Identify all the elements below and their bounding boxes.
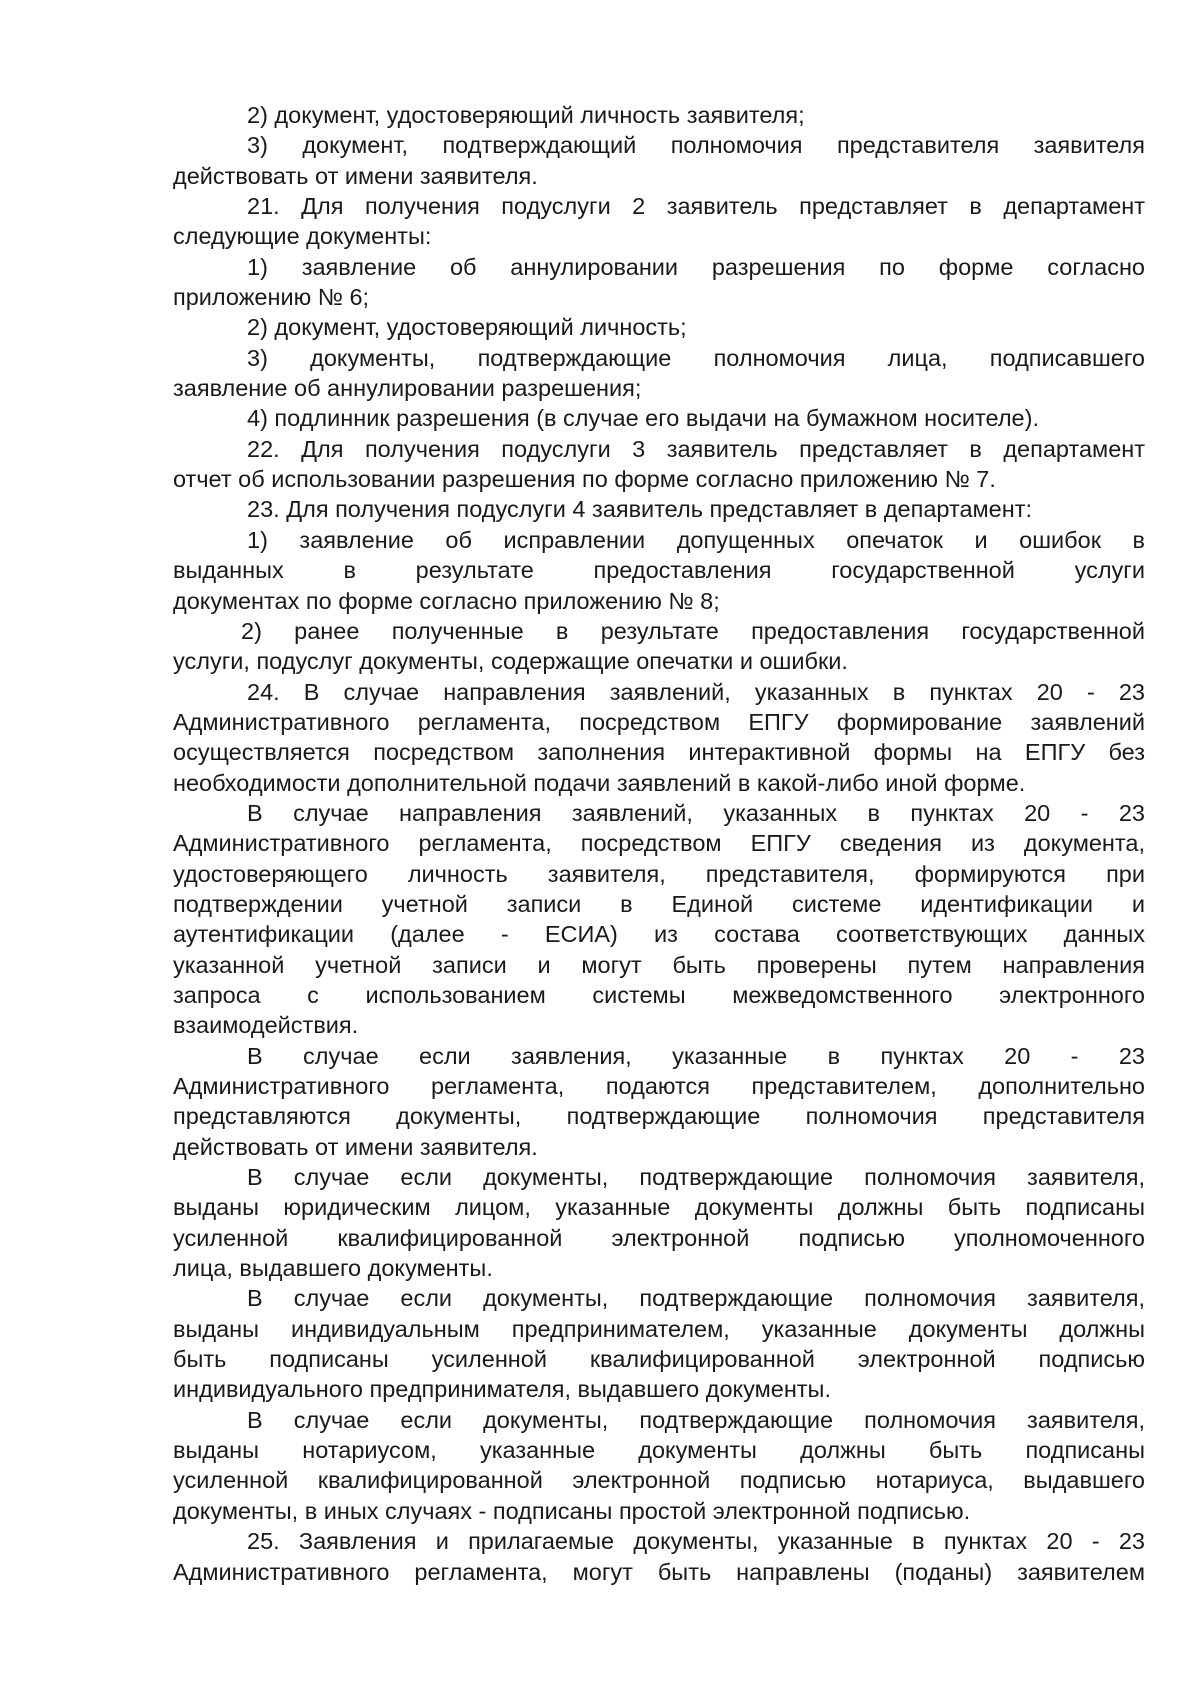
text-line: осуществляется посредством заполнения интерактивной формы на ЕПГУ без bbox=[173, 739, 1145, 766]
text-line: 22. Для получения подуслуги 3 заявитель представляет в департамент bbox=[247, 435, 1145, 462]
text-line: выданы индивидуальным предпринимателем, указанные документы должны bbox=[173, 1315, 1145, 1342]
text-line: заявление об аннулировании разрешения; bbox=[173, 375, 642, 402]
text-line: действовать от имени заявителя. bbox=[173, 162, 538, 189]
text-line: В случае если документы, подтверждающие полномочия заявителя, bbox=[247, 1406, 1145, 1433]
text-line: представляются документы, подтверждающие полномочия представителя bbox=[173, 1103, 1145, 1130]
text-line: запроса с использованием системы межведомственного электронного bbox=[173, 981, 1145, 1008]
text-line: взаимодействия. bbox=[173, 1012, 359, 1039]
text-line: следующие документы: bbox=[173, 223, 432, 250]
text-line: лица, выдавшего документы. bbox=[173, 1255, 493, 1282]
text-line: В случае если заявления, указанные в пунктах 20 - 23 bbox=[247, 1042, 1145, 1069]
text-line: необходимости дополнительной подачи заявлений в какой-либо иной форме. bbox=[173, 769, 1026, 796]
text-line: 4) подлинник разрешения (в случае его выдачи на бумажном носителе). bbox=[247, 405, 1039, 432]
text-line: приложению № 6; bbox=[173, 284, 370, 311]
text-line: В случае если документы, подтверждающие полномочия заявителя, bbox=[247, 1285, 1145, 1312]
text-line: 23. Для получения подуслуги 4 заявитель представляет в департамент: bbox=[247, 496, 1033, 523]
text-line: удостоверяющего личность заявителя, представителя, формируются при bbox=[173, 860, 1145, 887]
text-line: Административного регламента, могут быть направлены (поданы) заявителем bbox=[173, 1558, 1145, 1585]
text-line: указанной учетной записи и могут быть проверены путем направления bbox=[173, 951, 1145, 978]
text-line: аутентификации (далее - ЕСИА) из состава соответствующих данных bbox=[173, 921, 1145, 948]
text-line: выданных в результате предоставления государственной услуги bbox=[173, 557, 1145, 584]
text-line: усиленной квалифицированной электронной подписью нотариуса, выдавшего bbox=[173, 1467, 1145, 1494]
text-line: В случае направления заявлений, указанных в пунктах 20 - 23 bbox=[247, 799, 1145, 826]
text-line: подтверждении учетной записи в Единой системе идентификации и bbox=[173, 890, 1145, 917]
text-line: Административного регламента, посредством ЕПГУ формирование заявлений bbox=[173, 708, 1145, 735]
text-line: 1) заявление об исправлении допущенных опечаток и ошибок в bbox=[247, 526, 1145, 553]
text-line: 1) заявление об аннулировании разрешения по форме согласно bbox=[247, 253, 1145, 280]
text-line: документах по форме согласно приложению № 8; bbox=[173, 587, 720, 614]
text-line: выданы нотариусом, указанные документы должны быть подписаны bbox=[173, 1437, 1145, 1464]
text-line: выданы юридическим лицом, указанные документы должны быть подписаны bbox=[173, 1194, 1145, 1221]
text-line: услуги, подуслуг документы, содержащие опечатки и ошибки. bbox=[173, 648, 848, 675]
text-line: Административного регламента, подаются представителем, дополнительно bbox=[173, 1073, 1145, 1099]
text-line: отчет об использовании разрешения по форме согласно приложению № 7. bbox=[173, 466, 996, 493]
text-line: 21. Для получения подуслуги 2 заявитель представляет в департамент bbox=[247, 193, 1145, 220]
text-line: 2) ранее полученные в результате предоставления государственной bbox=[241, 617, 1145, 644]
text-line: быть подписаны усиленной квалифицированной электронной подписью bbox=[173, 1346, 1145, 1373]
text-line: 25. Заявления и прилагаемые документы, указанные в пунктах 20 - 23 bbox=[247, 1528, 1145, 1555]
text-line: 3) документы, подтверждающие полномочия лица, подписавшего bbox=[247, 344, 1145, 371]
text-line: индивидуального предпринимателя, выдавшего документы. bbox=[173, 1376, 831, 1403]
text-line: Административного регламента, посредством ЕПГУ сведения из документа, bbox=[173, 830, 1145, 857]
text-line: действовать от имени заявителя. bbox=[173, 1133, 538, 1160]
document-body bbox=[173, 100, 1145, 1587]
text-line: 24. В случае направления заявлений, указанных в пунктах 20 - 23 bbox=[247, 678, 1145, 705]
text-line: 2) документ, удостоверяющий личность заявителя; bbox=[247, 102, 805, 128]
text-line: усиленной квалифицированной электронной подписью уполномоченного bbox=[173, 1224, 1145, 1251]
text-line: 3) документ, подтверждающий полномочия представителя заявителя bbox=[247, 132, 1145, 159]
text-line: В случае если документы, подтверждающие полномочия заявителя, bbox=[247, 1164, 1145, 1191]
text-line: документы, в иных случаях - подписаны простой электронной подписью. bbox=[173, 1497, 971, 1524]
text-line: 2) документ, удостоверяющий личность; bbox=[247, 314, 687, 341]
